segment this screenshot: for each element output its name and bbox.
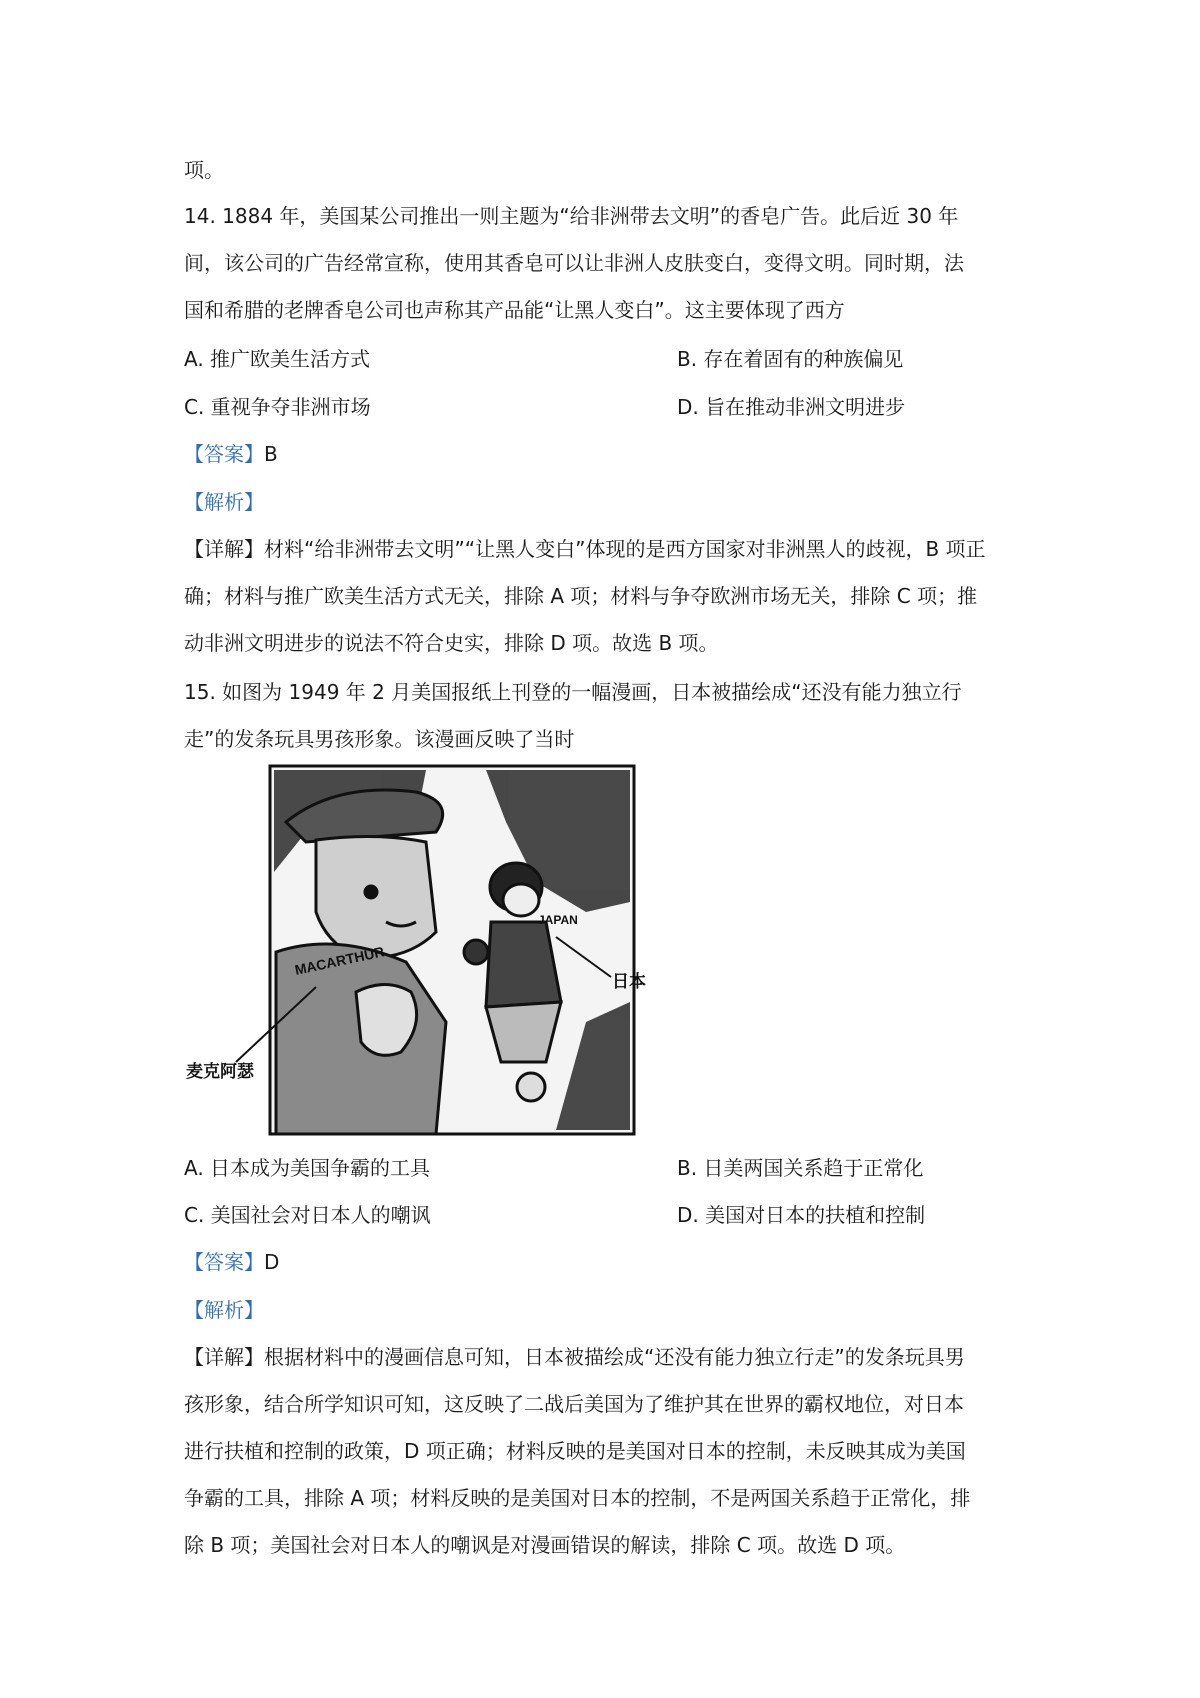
q14-stem-line-1: 14. 1884 年，美国某公司推出一则主题为“给非洲带去文明”的香皂广告。此后近 30 年 <box>184 204 959 228</box>
q15-detail-line-2: 孩形象，结合所学知识可知，这反映了二战后美国为了维护其在世界的霸权地位，对日本 <box>184 1392 964 1416</box>
cartoon-image <box>186 762 646 1138</box>
q15-detail-line-4: 争霸的工具，排除 A 项；材料反映的是美国对日本的控制，不是两国关系趋于正常化，排 <box>184 1486 971 1510</box>
label-japan-cn: 日本 <box>612 972 646 992</box>
q14-stem-line-2: 间，该公司的广告经常宣称，使用其香皂可以让非洲人皮肤变白，变得文明。同时期，法 <box>184 251 964 275</box>
q15-option-d: D. 美国对日本的扶植和控制 <box>677 1203 926 1227</box>
q15-option-a: A. 日本成为美国争霸的工具 <box>184 1156 431 1180</box>
label-macarthur-en: MACARTHUR <box>293 943 386 978</box>
paragraph-fragment: 项。 <box>184 158 224 182</box>
answer-tag: 【答案】 <box>184 442 264 466</box>
q15-analysis-tag: 【解析】 <box>184 1298 264 1322</box>
q14-option-b: B. 存在着固有的种族偏见 <box>677 347 904 371</box>
detail-text: 材料“给非洲带去文明”“让黑人变白”体现的是西方国家对非洲黑人的歧视，B 项正 <box>264 537 986 561</box>
q14-detail-line-2: 确；材料与推广欧美生活方式无关，排除 A 项；材料与争夺欧洲市场无关，排除 C 项；推 <box>184 584 978 608</box>
detail-tag: 【详解】 <box>184 537 264 561</box>
q15-stem-line-1: 15. 如图为 1949 年 2 月美国报纸上刊登的一幅漫画，日本被描绘成“还没有能力独立行 <box>184 680 962 704</box>
detail-text: 根据材料中的漫画信息可知，日本被描绘成“还没有能力独立行走”的发条玩具男 <box>264 1345 965 1369</box>
answer-value: B <box>264 442 278 466</box>
q15-stem-line-2: 走”的发条玩具男孩形象。该漫画反映了当时 <box>184 727 575 751</box>
q15-detail-line-5: 除 B 项；美国社会对日本人的嘲讽是对漫画错误的解读，排除 C 项。故选 D 项。 <box>184 1533 906 1557</box>
q14-analysis-tag: 【解析】 <box>184 490 264 514</box>
q15-answer-row <box>184 1248 279 1276</box>
q14-stem-line-3: 国和希腊的老牌香皂公司也声称其产品能“让黑人变白”。这主要体现了西方 <box>184 298 845 322</box>
q15-detail-line-3: 进行扶植和控制的政策，D 项正确；材料反映的是美国对日本的控制，未反映其成为美国 <box>184 1439 966 1463</box>
q14-option-d: D. 旨在推动非洲文明进步 <box>677 395 906 419</box>
q14-answer-row <box>184 440 278 468</box>
q14-option-c: C. 重视争夺非洲市场 <box>184 395 371 419</box>
q15-option-b: B. 日美两国关系趋于正常化 <box>677 1156 924 1180</box>
q15-option-c: C. 美国社会对日本人的嘲讽 <box>184 1203 431 1227</box>
q14-detail-line-1 <box>184 535 986 563</box>
answer-value: D <box>264 1250 280 1274</box>
label-macarthur-cn: 麦克阿瑟 <box>186 1062 254 1082</box>
q14-option-a: A. 推广欧美生活方式 <box>184 347 371 371</box>
detail-tag: 【详解】 <box>184 1345 264 1369</box>
label-japan-en: JAPAN <box>538 913 578 927</box>
answer-tag: 【答案】 <box>184 1250 264 1274</box>
q15-detail-line-1 <box>184 1343 965 1371</box>
q14-detail-line-3: 动非洲文明进步的说法不符合史实，排除 D 项。故选 B 项。 <box>184 631 719 655</box>
